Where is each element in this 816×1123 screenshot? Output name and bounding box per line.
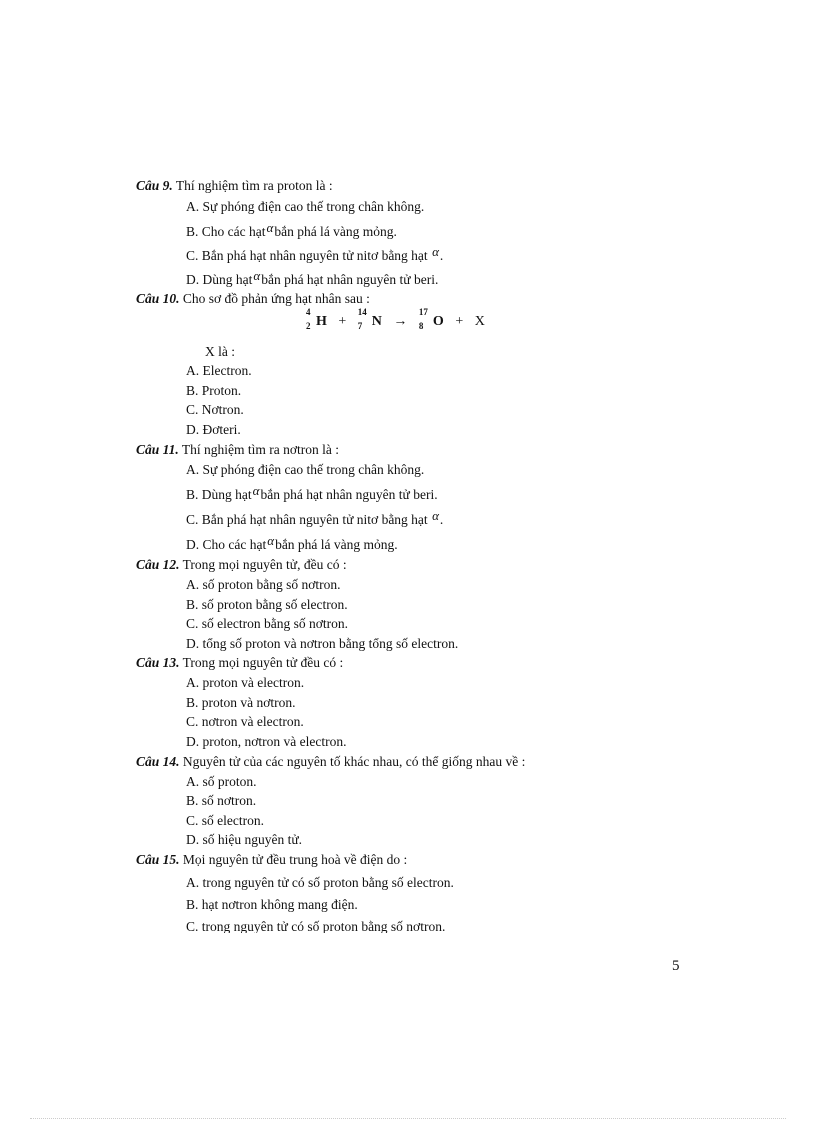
option-text: số nơtron.	[201, 793, 257, 808]
alpha-symbol: α	[432, 244, 439, 259]
option-letter: C.	[186, 402, 199, 417]
option-text: số proton.	[202, 774, 257, 789]
option-10b	[186, 383, 241, 399]
option-13d	[186, 734, 346, 750]
option-text: bắn phá hạt nhân nguyên tử beri.	[260, 487, 438, 502]
question-prompt: X là :	[205, 344, 235, 359]
option-text: Sự phóng điện cao thế trong chân không.	[202, 199, 425, 214]
option-14b	[186, 793, 256, 809]
option-letter: B.	[186, 383, 199, 398]
question-text: Trong mọi nguyên tử, đều có :	[182, 557, 347, 572]
page-number: 5	[672, 958, 680, 974]
option-text: Cho các hạt	[202, 537, 267, 552]
question-label: Câu 9.	[136, 178, 173, 193]
option-12a	[186, 577, 341, 593]
nuclear-equation	[306, 307, 485, 331]
question-text: Nguyên tử của các nguyên tố khác nhau, có thể giống nhau về :	[182, 754, 526, 769]
option-text: tổng số proton và nơtron bằng tổng số electron.	[202, 636, 459, 651]
option-11b	[186, 483, 438, 503]
option-letter: D.	[186, 734, 200, 749]
option-letter: A.	[186, 199, 200, 214]
option-letter: C.	[186, 714, 199, 729]
option-text: số proton bằng số electron.	[201, 597, 348, 612]
question-text: Cho sơ đồ phản ứng hạt nhân sau :	[182, 291, 370, 306]
option-11c	[186, 508, 444, 528]
isotope-helium	[306, 307, 327, 331]
option-text: bắn phá lá vàng mỏng.	[274, 224, 397, 239]
option-text: Bắn phá hạt nhân nguyên tử nitơ bằng hạt	[201, 248, 428, 263]
option-text: Dùng hạt	[202, 272, 253, 287]
option-9a	[186, 199, 424, 215]
question-text: Trong mọi nguyên tử đều có :	[182, 655, 344, 670]
option-letter: B.	[186, 487, 199, 502]
mass-number: 14	[357, 307, 367, 317]
option-text: Nơtron.	[201, 402, 244, 417]
unknown-x: X	[474, 314, 485, 329]
option-text: bắn phá lá vàng mỏng.	[275, 537, 398, 552]
option-15b	[186, 897, 358, 913]
option-15a	[186, 875, 454, 891]
atomic-number: 2	[306, 321, 311, 331]
alpha-symbol: α	[432, 508, 439, 523]
question-label: Câu 10.	[136, 291, 180, 306]
option-12b	[186, 597, 348, 613]
mass-number: 17	[418, 307, 428, 317]
option-letter: B.	[186, 897, 199, 912]
isotope-oxygen	[418, 307, 444, 331]
option-14a	[186, 774, 257, 790]
option-10d	[186, 422, 241, 438]
question-label: Câu 11.	[136, 442, 179, 457]
option-11a	[186, 462, 424, 478]
alpha-symbol: α	[267, 533, 275, 548]
question-11	[136, 442, 339, 458]
option-text: số hiệu nguyên tử.	[202, 832, 303, 847]
option-text: proton và nơtron.	[201, 695, 296, 710]
option-text: nơtron và electron.	[201, 714, 304, 729]
option-letter: D.	[186, 422, 200, 437]
alpha-symbol: α	[266, 220, 274, 235]
option-letter: C.	[186, 919, 199, 933]
atomic-number: 7	[357, 321, 363, 331]
option-text: số electron bằng số nơtron.	[201, 616, 348, 631]
question-12	[136, 557, 347, 573]
option-text: số proton bằng số nơtron.	[202, 577, 341, 592]
option-9d	[186, 268, 439, 288]
element-symbol: N	[371, 314, 382, 329]
option-12d	[186, 636, 458, 652]
page-bottom-divider	[30, 1118, 786, 1119]
alpha-symbol: α	[252, 483, 260, 498]
option-letter: A.	[186, 774, 200, 789]
option-letter: B.	[186, 695, 199, 710]
question-text: Thí nghiệm tìm ra nơtron là :	[181, 442, 340, 457]
option-text: .	[439, 248, 444, 263]
option-14d	[186, 832, 302, 848]
arrow-icon: →	[393, 314, 408, 329]
option-letter: B.	[186, 793, 199, 808]
option-letter: A.	[186, 363, 200, 378]
option-text: trong nguyên tử có số proton bằng số electron.	[202, 875, 454, 890]
option-9c	[186, 244, 444, 264]
element-symbol: O	[432, 314, 444, 329]
option-letter: A.	[186, 462, 200, 477]
option-letter: C.	[186, 248, 199, 263]
question-label: Câu 12.	[136, 557, 180, 572]
question-13	[136, 655, 343, 671]
option-letter: A.	[186, 875, 200, 890]
atomic-number: 8	[418, 321, 424, 331]
alpha-symbol: α	[253, 268, 261, 283]
isotope-nitrogen	[357, 307, 382, 331]
option-13b	[186, 695, 296, 711]
option-text: trong nguyên tử có số proton bằng số nơtron.	[201, 919, 446, 933]
question-text: Mọi nguyên tử đều trung hoà về điện do :	[182, 852, 408, 867]
option-text: Electron.	[202, 363, 252, 378]
plus-sign: +	[338, 314, 347, 329]
question-label: Câu 15.	[136, 852, 180, 867]
question-label: Câu 14.	[136, 754, 180, 769]
option-letter: C.	[186, 512, 199, 527]
option-text: Dùng hạt	[201, 487, 252, 502]
option-10c	[186, 402, 244, 418]
option-13c	[186, 714, 304, 730]
option-letter: C.	[186, 813, 199, 828]
option-text: .	[439, 512, 444, 527]
question-14	[136, 754, 525, 770]
option-letter: D.	[186, 537, 200, 552]
option-text: proton, nơtron và electron.	[202, 734, 347, 749]
option-9b	[186, 220, 397, 240]
option-11d	[186, 533, 398, 553]
option-letter: A.	[186, 577, 200, 592]
option-letter: A.	[186, 675, 200, 690]
option-13a	[186, 675, 304, 691]
option-text: proton và electron.	[202, 675, 305, 690]
option-14c	[186, 813, 264, 829]
question-text: Thí nghiệm tìm ra proton là :	[175, 178, 333, 193]
option-letter: B.	[186, 597, 199, 612]
option-text: Sự phóng điện cao thế trong chân không.	[202, 462, 425, 477]
option-letter: B.	[186, 224, 199, 239]
option-text: Proton.	[201, 383, 242, 398]
option-12c	[186, 616, 348, 632]
option-letter: C.	[186, 616, 199, 631]
plus-sign: +	[455, 314, 464, 329]
option-text: Đơteri.	[202, 422, 241, 437]
option-text: số electron.	[201, 813, 264, 828]
question-10	[136, 291, 370, 307]
question-15	[136, 852, 407, 868]
option-text: Bắn phá hạt nhân nguyên tử nitơ bằng hạt	[201, 512, 428, 527]
option-letter: D.	[186, 636, 200, 651]
option-text: hạt nơtron không mang điện.	[201, 897, 358, 912]
option-letter: D.	[186, 832, 200, 847]
option-10a	[186, 363, 252, 379]
option-15c	[186, 919, 445, 933]
question-label: Câu 13.	[136, 655, 180, 670]
question-9	[136, 178, 333, 194]
mass-number: 4	[306, 307, 311, 317]
option-letter: D.	[186, 272, 200, 287]
option-text: Cho các hạt	[201, 224, 266, 239]
element-symbol: H	[316, 314, 327, 329]
option-text: bắn phá hạt nhân nguyên tử beri.	[261, 272, 439, 287]
